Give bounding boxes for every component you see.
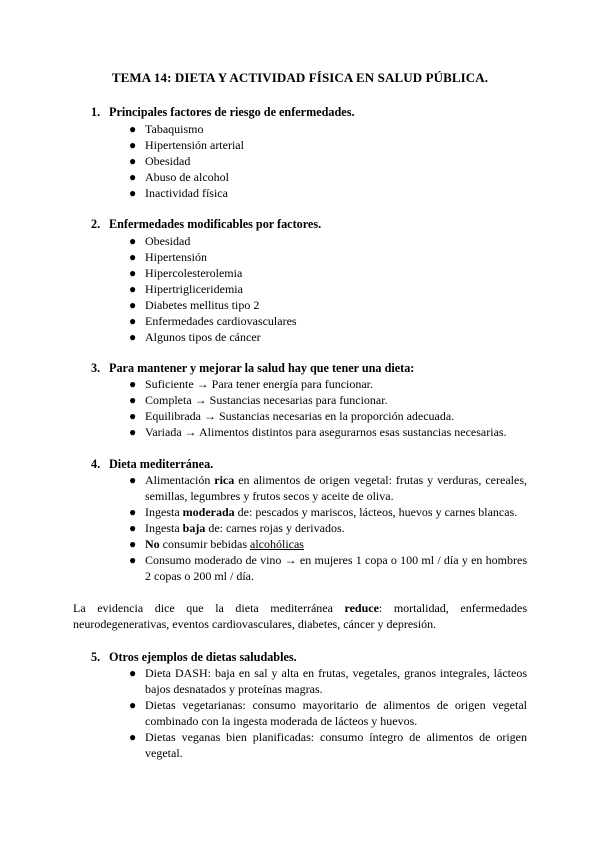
list-item: ● Hipertrigliceridemia	[129, 282, 243, 296]
bullet-icon: ●	[129, 698, 137, 712]
section-title: Para mantener y mejorar la salud hay que tener una dieta:	[109, 361, 415, 375]
bullet-icon: ●	[129, 730, 137, 744]
section-number: 5.	[91, 650, 101, 664]
list-item: ● Dieta DASH: baja en sal y alta en frutas, vegetales, granos integrales, lácteos bajos desnatados y proteínas magras.	[129, 666, 527, 696]
bullet-icon: ●	[129, 314, 137, 328]
bullet-icon: ●	[129, 377, 137, 391]
bullet-icon: ●	[129, 186, 137, 200]
bullet-list	[0, 472, 600, 584]
bullet-icon: ●	[129, 393, 137, 407]
section-heading	[91, 216, 321, 232]
bullet-icon: ●	[129, 122, 137, 136]
bullet-icon: ●	[129, 537, 137, 551]
list-item: ● Completa → Sustancias necesarias para funcionar.	[129, 393, 388, 407]
list-item: ● Ingesta baja de: carnes rojas y derivados.	[129, 521, 345, 535]
bullet-list	[0, 233, 600, 345]
bullet-icon: ●	[129, 138, 137, 152]
document-title: TEMA 14: DIETA Y ACTIVIDAD FÍSICA EN SALUD PÚBLICA.	[111, 70, 489, 85]
bullet-icon: ●	[129, 553, 137, 567]
bullet-icon: ●	[129, 409, 137, 423]
bullet-icon: ●	[129, 282, 137, 296]
list-item: ● Inactividad física	[129, 186, 228, 200]
bullet-list	[0, 665, 600, 761]
section-number: 4.	[91, 457, 101, 471]
list-item: ● Obesidad	[129, 234, 191, 248]
list-item: ● Hipertensión arterial	[129, 138, 244, 152]
list-item: ● No consumir bebidas alcohólicas	[129, 537, 304, 551]
list-item: ● Enfermedades cardiovasculares	[129, 314, 297, 328]
bullet-icon: ●	[129, 170, 137, 184]
section-number: 3.	[91, 361, 101, 375]
list-item: ● Obesidad	[129, 154, 191, 168]
list-item: ● Algunos tipos de cáncer	[129, 330, 261, 344]
bullet-icon: ●	[129, 666, 137, 680]
list-item: ● Consumo moderado de vino → en mujeres 1 copa o 100 ml / día y en hombres 2 copas o 200 ml / día.	[129, 553, 527, 583]
bullet-icon: ●	[129, 521, 137, 535]
bullet-icon: ●	[129, 266, 137, 280]
section-heading	[91, 456, 213, 472]
list-item: ● Dietas veganas bien planificadas: consumo íntegro de alimentos de origen vegetal.	[129, 730, 527, 760]
section-number: 1.	[91, 105, 101, 119]
list-item: ● Diabetes mellitus tipo 2	[129, 298, 260, 312]
section-title: Enfermedades modificables por factores.	[109, 217, 322, 231]
section-title: Otros ejemplos de dietas saludables.	[109, 650, 297, 664]
bullet-icon: ●	[129, 250, 137, 264]
list-item: ● Alimentación rica en alimentos de origen vegetal: frutas y verduras, cereales, semillas, legumbres y frutos secos y aceite de oliva.	[129, 473, 527, 503]
bullet-icon: ●	[129, 505, 137, 519]
list-item: ● Tabaquismo	[129, 122, 204, 136]
bullet-icon: ●	[129, 234, 137, 248]
list-item: ● Dietas vegetarianas: consumo mayoritario de alimentos de origen vegetal combinado con la ingesta moderada de lácteos y huevos.	[129, 698, 527, 728]
bullet-icon: ●	[129, 473, 137, 487]
section-title: Principales factores de riesgo de enfermedades.	[109, 105, 355, 119]
bullet-icon: ●	[129, 154, 137, 168]
bullet-icon: ●	[129, 425, 137, 439]
list-item: ● Hipercolesterolemia	[129, 266, 243, 280]
section-heading	[91, 360, 414, 376]
list-item: ● Equilibrada → Sustancias necesarias en la proporción adecuada.	[129, 409, 455, 423]
bullet-icon: ●	[129, 298, 137, 312]
list-item: ● Ingesta moderada de: pescados y mariscos, lácteos, huevos y carnes blancas.	[129, 505, 518, 519]
list-item: ● Hipertensión	[129, 250, 207, 264]
section-number: 2.	[91, 217, 101, 231]
bullet-list	[0, 376, 600, 440]
section-heading	[91, 649, 297, 665]
evidence-paragraph: La evidencia dice que la dieta mediterránea reduce: mortalidad, enfermedades neurodegenerativas, eventos cardiovasculares, diabetes, cáncer y depresión.	[73, 601, 527, 631]
list-item: ● Abuso de alcohol	[129, 170, 229, 184]
bullet-icon: ●	[129, 330, 137, 344]
bullet-list	[0, 121, 600, 201]
section-heading	[91, 104, 355, 120]
section-title: Dieta mediterránea.	[109, 457, 214, 471]
list-item: ● Suficiente → Para tener energía para funcionar.	[129, 377, 374, 391]
list-item: ● Variada → Alimentos distintos para asegurarnos esas sustancias necesarias.	[129, 425, 507, 439]
